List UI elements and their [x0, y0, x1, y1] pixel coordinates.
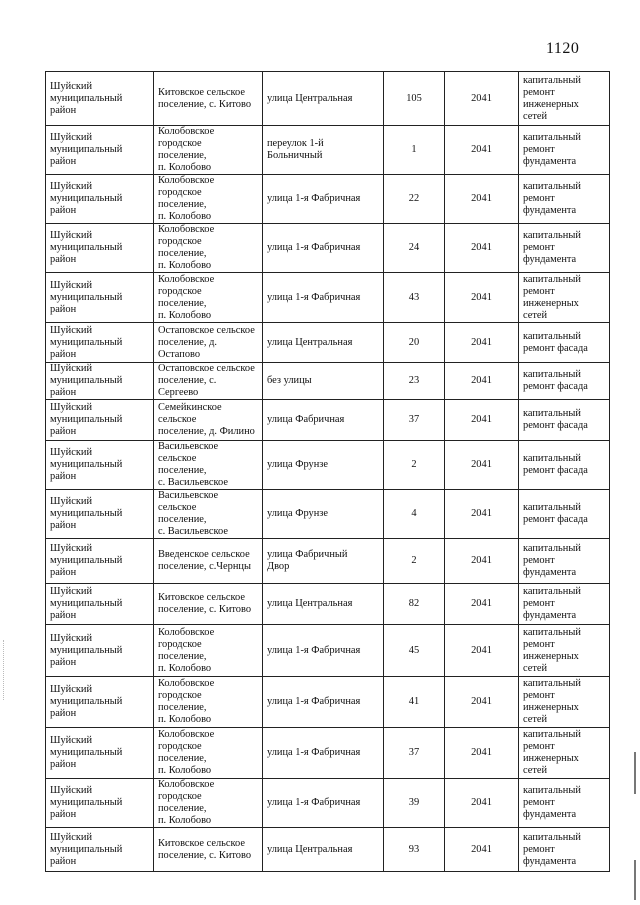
district-cell: Шуйский муниципальный район	[46, 625, 154, 677]
district-cell: Шуйский муниципальный район	[46, 400, 154, 441]
table-row	[46, 273, 610, 323]
year-cell: 2041	[445, 828, 519, 872]
scan-edge-mark	[634, 860, 636, 900]
street-cell: улица Центральная	[263, 72, 384, 126]
settlement-cell: Колобовское городское поселение, п. Колобово	[154, 273, 263, 323]
work-type-cell: капитальный ремонт фундамента	[519, 224, 610, 273]
house-number-cell: 4	[384, 490, 445, 539]
house-number-cell: 20	[384, 323, 445, 363]
year-cell: 2041	[445, 625, 519, 677]
district-cell: Шуйский муниципальный район	[46, 126, 154, 175]
street-cell: переулок 1-й Больничный	[263, 126, 384, 175]
settlement-cell: Колобовское городское поселение, п. Колобово	[154, 175, 263, 224]
settlement-cell: Китовское сельское поселение, с. Китово	[154, 584, 263, 625]
house-number-cell: 82	[384, 584, 445, 625]
house-number-cell: 37	[384, 400, 445, 441]
settlement-cell: Васильевское сельское поселение, с. Васильевское	[154, 490, 263, 539]
house-number-cell: 43	[384, 273, 445, 323]
table-row	[46, 72, 610, 126]
work-type-cell: капитальный ремонт инженерных сетей	[519, 677, 610, 728]
table-row	[46, 400, 610, 441]
settlement-cell: Остаповское сельское поселение, д. Остапово	[154, 323, 263, 363]
year-cell: 2041	[445, 441, 519, 490]
street-cell: улица 1-я Фабричная	[263, 677, 384, 728]
street-cell: улица Фрунзе	[263, 490, 384, 539]
district-cell: Шуйский муниципальный район	[46, 441, 154, 490]
year-cell: 2041	[445, 400, 519, 441]
settlement-cell: Колобовское городское поселение, п. Колобово	[154, 728, 263, 779]
table-row	[46, 828, 610, 872]
district-cell: Шуйский муниципальный район	[46, 363, 154, 400]
district-cell: Шуйский муниципальный район	[46, 539, 154, 584]
work-type-cell: капитальный ремонт фасада	[519, 323, 610, 363]
year-cell: 2041	[445, 273, 519, 323]
year-cell: 2041	[445, 72, 519, 126]
house-number-cell: 45	[384, 625, 445, 677]
table-row	[46, 779, 610, 828]
district-cell: Шуйский муниципальный район	[46, 828, 154, 872]
settlement-cell: Китовское сельское поселение, с. Китово	[154, 72, 263, 126]
table-row	[46, 363, 610, 400]
house-number-cell: 24	[384, 224, 445, 273]
table-row	[46, 490, 610, 539]
year-cell: 2041	[445, 728, 519, 779]
settlement-cell: Семейкинское сельское поселение, д. Филино	[154, 400, 263, 441]
table-row	[46, 441, 610, 490]
settlement-cell: Колобовское городское поселение, п. Колобово	[154, 625, 263, 677]
year-cell: 2041	[445, 779, 519, 828]
year-cell: 2041	[445, 490, 519, 539]
work-type-cell: капитальный ремонт инженерных сетей	[519, 625, 610, 677]
work-type-cell: капитальный ремонт фасада	[519, 363, 610, 400]
table-body	[46, 72, 610, 872]
street-cell: улица Центральная	[263, 323, 384, 363]
district-cell: Шуйский муниципальный район	[46, 677, 154, 728]
settlement-cell: Остаповское сельское поселение, с. Сергеево	[154, 363, 263, 400]
street-cell: улица 1-я Фабричная	[263, 779, 384, 828]
scan-edge-mark	[634, 752, 636, 794]
street-cell: улица Центральная	[263, 828, 384, 872]
settlement-cell: Колобовское городское поселение, п. Колобово	[154, 224, 263, 273]
year-cell: 2041	[445, 584, 519, 625]
table-row	[46, 126, 610, 175]
street-cell: улица Центральная	[263, 584, 384, 625]
work-type-cell: капитальный ремонт инженерных сетей	[519, 72, 610, 126]
settlement-cell: Введенское сельское поселение, с.Чернцы	[154, 539, 263, 584]
scan-speckle	[3, 640, 5, 700]
year-cell: 2041	[445, 126, 519, 175]
work-type-cell: капитальный ремонт фундамента	[519, 584, 610, 625]
street-cell: улица 1-я Фабричная	[263, 273, 384, 323]
street-cell: улица Фрунзе	[263, 441, 384, 490]
year-cell: 2041	[445, 175, 519, 224]
settlement-cell: Китовское сельское поселение, с. Китово	[154, 828, 263, 872]
table-row	[46, 224, 610, 273]
year-cell: 2041	[445, 677, 519, 728]
district-cell: Шуйский муниципальный район	[46, 175, 154, 224]
house-number-cell: 93	[384, 828, 445, 872]
street-cell: улица 1-я Фабричная	[263, 728, 384, 779]
district-cell: Шуйский муниципальный район	[46, 490, 154, 539]
district-cell: Шуйский муниципальный район	[46, 72, 154, 126]
work-type-cell: капитальный ремонт фундамента	[519, 828, 610, 872]
table-row	[46, 539, 610, 584]
house-number-cell: 41	[384, 677, 445, 728]
settlement-cell: Колобовское городское поселение, п. Колобово	[154, 779, 263, 828]
table-row	[46, 584, 610, 625]
work-type-cell: капитальный ремонт фасада	[519, 441, 610, 490]
work-type-cell: капитальный ремонт инженерных сетей	[519, 273, 610, 323]
work-type-cell: капитальный ремонт фундамента	[519, 539, 610, 584]
street-cell: улица 1-я Фабричная	[263, 625, 384, 677]
settlement-cell: Колобовское городское поселение, п. Колобово	[154, 126, 263, 175]
table-row	[46, 677, 610, 728]
table-row	[46, 175, 610, 224]
house-number-cell: 2	[384, 539, 445, 584]
table-row	[46, 728, 610, 779]
district-cell: Шуйский муниципальный район	[46, 273, 154, 323]
house-number-cell: 22	[384, 175, 445, 224]
page-number: 1120	[546, 40, 580, 57]
street-cell: улица 1-я Фабричная	[263, 175, 384, 224]
table-row	[46, 323, 610, 363]
repair-schedule-table	[45, 71, 610, 872]
work-type-cell: капитальный ремонт фасада	[519, 400, 610, 441]
house-number-cell: 1	[384, 126, 445, 175]
settlement-cell: Васильевское сельское поселение, с. Васильевское	[154, 441, 263, 490]
work-type-cell: капитальный ремонт фундамента	[519, 779, 610, 828]
year-cell: 2041	[445, 363, 519, 400]
street-cell: улица 1-я Фабричная	[263, 224, 384, 273]
district-cell: Шуйский муниципальный район	[46, 224, 154, 273]
settlement-cell: Колобовское городское поселение, п. Колобово	[154, 677, 263, 728]
street-cell: без улицы	[263, 363, 384, 400]
year-cell: 2041	[445, 224, 519, 273]
work-type-cell: капитальный ремонт фундамента	[519, 175, 610, 224]
house-number-cell: 2	[384, 441, 445, 490]
district-cell: Шуйский муниципальный район	[46, 323, 154, 363]
work-type-cell: капитальный ремонт инженерных сетей	[519, 728, 610, 779]
district-cell: Шуйский муниципальный район	[46, 584, 154, 625]
year-cell: 2041	[445, 323, 519, 363]
table-row	[46, 625, 610, 677]
house-number-cell: 39	[384, 779, 445, 828]
house-number-cell: 23	[384, 363, 445, 400]
work-type-cell: капитальный ремонт фасада	[519, 490, 610, 539]
year-cell: 2041	[445, 539, 519, 584]
street-cell: улица Фабричная	[263, 400, 384, 441]
street-cell: улица Фабричный Двор	[263, 539, 384, 584]
district-cell: Шуйский муниципальный район	[46, 779, 154, 828]
district-cell: Шуйский муниципальный район	[46, 728, 154, 779]
work-type-cell: капитальный ремонт фундамента	[519, 126, 610, 175]
house-number-cell: 105	[384, 72, 445, 126]
house-number-cell: 37	[384, 728, 445, 779]
